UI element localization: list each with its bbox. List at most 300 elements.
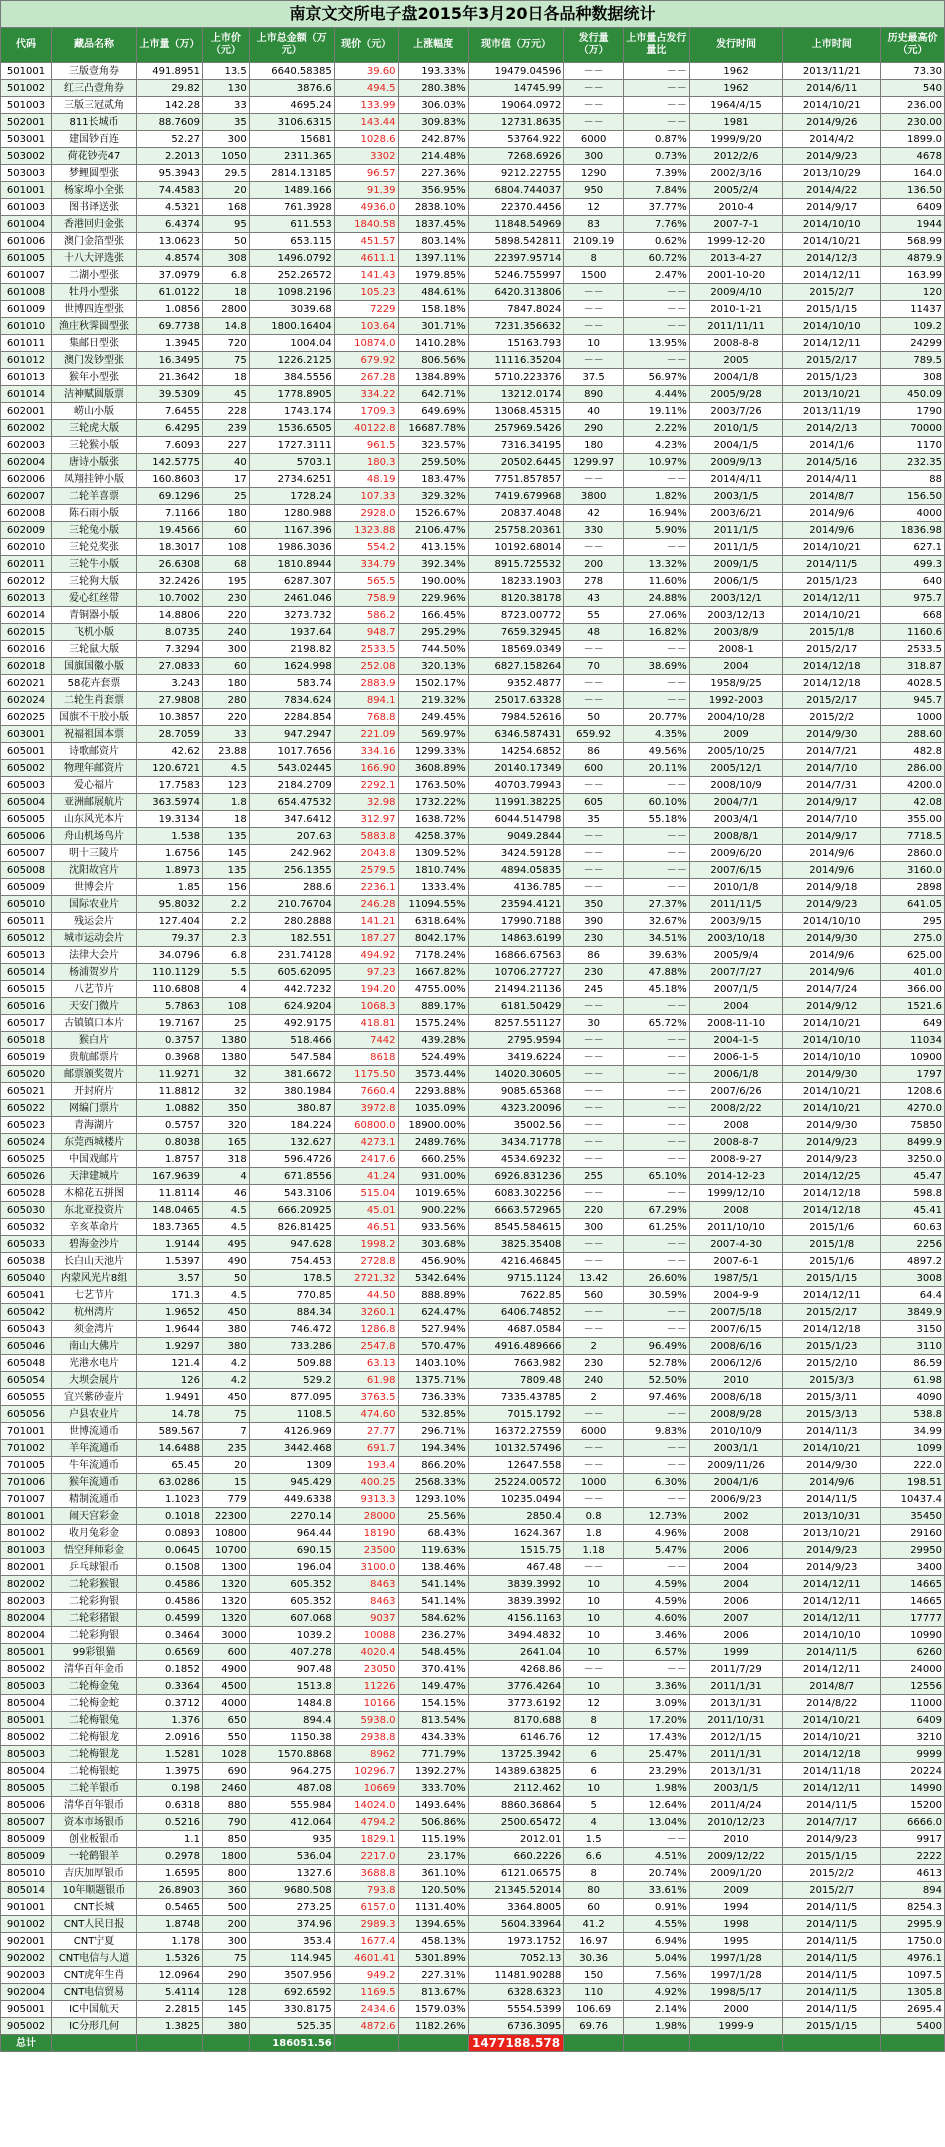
table-cell: 11226	[334, 1678, 398, 1695]
table-cell: 25	[202, 1015, 249, 1032]
table-cell: 110.6808	[137, 981, 203, 998]
total-empty	[689, 2035, 783, 2052]
table-cell: 1099	[881, 1440, 945, 1457]
table-cell: 308	[202, 250, 249, 267]
table-row	[1, 1423, 945, 1440]
table-cell: 518.466	[249, 1032, 334, 1049]
table-cell: 605042	[1, 1304, 52, 1321]
table-cell: 4	[564, 1814, 624, 1831]
table-cell: 4.44%	[623, 386, 689, 403]
table-cell: 601013	[1, 369, 52, 386]
table-cell: 350	[564, 896, 624, 913]
table-cell: 0.1508	[137, 1559, 203, 1576]
table-cell: 945.429	[249, 1474, 334, 1491]
table-cell: 1.98%	[623, 1780, 689, 1797]
table-cell: 7.76%	[623, 216, 689, 233]
table-cell: 494.92	[334, 947, 398, 964]
table-cell: 悟空拜师彩金	[52, 1542, 137, 1559]
table-cell: 9.83%	[623, 1423, 689, 1440]
table-cell: 27.06%	[623, 607, 689, 624]
table-cell: 130	[202, 80, 249, 97]
table-cell: 1392.27%	[398, 1763, 468, 1780]
table-cell: 605015	[1, 981, 52, 998]
table-cell: 22370.4456	[468, 199, 564, 216]
table-cell: 950	[564, 182, 624, 199]
table-cell: 2015/1/8	[783, 1236, 881, 1253]
table-cell: 771.79%	[398, 1746, 468, 1763]
table-cell: 1169.5	[334, 1984, 398, 2001]
table-cell: 26.8903	[137, 1882, 203, 1899]
table-cell: 3876.6	[249, 80, 334, 97]
table-cell: 64.4	[881, 1287, 945, 1304]
table-cell: 8962	[334, 1746, 398, 1763]
table-cell: 37.0979	[137, 267, 203, 284]
table-cell: 16.82%	[623, 624, 689, 641]
table-cell: －－	[564, 641, 624, 658]
table-cell: 3.46%	[623, 1627, 689, 1644]
table-cell: 须金湾片	[52, 1321, 137, 1338]
table-cell: 4534.69232	[468, 1151, 564, 1168]
table-cell: 陈石雨小版	[52, 505, 137, 522]
table-cell: 2003/8/9	[689, 624, 783, 641]
table-cell: 754.453	[249, 1253, 334, 1270]
table-row	[1, 1338, 945, 1355]
table-cell: 1300	[202, 1559, 249, 1576]
table-cell: 2814.13185	[249, 165, 334, 182]
table-cell: 2014/6/11	[783, 80, 881, 97]
table-cell: 230	[564, 930, 624, 947]
table-cell: 158.18%	[398, 301, 468, 318]
table-cell: 7442	[334, 1032, 398, 1049]
table-cell: 746.472	[249, 1321, 334, 1338]
table-cell: 香港回归金张	[52, 216, 137, 233]
table-cell: 2014/9/30	[783, 1457, 881, 1474]
table-row	[1, 896, 945, 913]
table-cell: 物理年邮资片	[52, 760, 137, 777]
table-cell: 6804.744037	[468, 182, 564, 199]
table-cell: 2005/9/28	[689, 386, 783, 403]
table-row	[1, 403, 945, 420]
table-cell: 451.57	[334, 233, 398, 250]
table-cell: 17	[202, 471, 249, 488]
table-cell: 434.33%	[398, 1729, 468, 1746]
table-cell: 605.62095	[249, 964, 334, 981]
table-cell: 2015/2/10	[783, 1355, 881, 1372]
table-cell: 10669	[334, 1780, 398, 1797]
table-cell: 2014/10/21	[783, 233, 881, 250]
table-row	[1, 1066, 945, 1083]
table-cell: 275.0	[881, 930, 945, 947]
table-cell: 8	[564, 250, 624, 267]
table-cell: 120.50%	[398, 1882, 468, 1899]
table-cell: 2005/9/4	[689, 947, 783, 964]
table-row	[1, 505, 945, 522]
table-cell: 3763.5	[334, 1389, 398, 1406]
table-cell: 1000	[881, 709, 945, 726]
table-cell: 458.13%	[398, 1933, 468, 1950]
table-cell: 194.20	[334, 981, 398, 998]
table-cell: 602007	[1, 488, 52, 505]
table-cell: 2015/1/23	[783, 573, 881, 590]
table-cell: 495	[202, 1236, 249, 1253]
table-cell: 8860.36864	[468, 1797, 564, 1814]
table-cell: 8723.00772	[468, 607, 564, 624]
table-row	[1, 420, 945, 437]
table-cell: －－	[564, 1117, 624, 1134]
table-cell: 641.05	[881, 896, 945, 913]
table-cell: 1979.85%	[398, 267, 468, 284]
table-cell: 1513.8	[249, 1678, 334, 1695]
table-cell: 267.28	[334, 369, 398, 386]
table-cell: －－	[564, 1134, 624, 1151]
table-cell: 10	[564, 1678, 624, 1695]
table-cell: 866.20%	[398, 1457, 468, 1474]
table-cell: 2014/12/18	[783, 1185, 881, 1202]
table-cell: 8545.584615	[468, 1219, 564, 1236]
table-cell: 2014/9/6	[783, 522, 881, 539]
table-cell: 605001	[1, 743, 52, 760]
table-cell: 28000	[334, 1508, 398, 1525]
table-cell: 1998	[689, 1916, 783, 1933]
table-cell: 2292.1	[334, 777, 398, 794]
table-row	[1, 641, 945, 658]
table-row	[1, 862, 945, 879]
table-cell: 17.43%	[623, 1729, 689, 1746]
table-cell: 543.02445	[249, 760, 334, 777]
table-cell: 1778.8905	[249, 386, 334, 403]
table-cell: －－	[623, 1661, 689, 1678]
table-cell: 0.3968	[137, 1049, 203, 1066]
table-row	[1, 1287, 945, 1304]
table-cell: 330	[564, 522, 624, 539]
table-cell: CNT人民日报	[52, 1916, 137, 1933]
table-cell: 605018	[1, 1032, 52, 1049]
table-cell: －－	[623, 1457, 689, 1474]
table-cell: 1.5397	[137, 1253, 203, 1270]
table-cell: 1333.4%	[398, 879, 468, 896]
table-cell: 5.4114	[137, 1984, 203, 2001]
table-cell: 2015/2/17	[783, 692, 881, 709]
table-cell: －－	[623, 80, 689, 97]
table-cell: 7.6455	[137, 403, 203, 420]
table-cell: 二轮梅金兔	[52, 1678, 137, 1695]
table-cell: 536.04	[249, 1848, 334, 1865]
table-row	[1, 114, 945, 131]
table-cell: 17.20%	[623, 1712, 689, 1729]
table-cell: 2014/9/23	[783, 896, 881, 913]
table-row	[1, 1814, 945, 1831]
table-cell: 凤翔挂钟小版	[52, 471, 137, 488]
table-cell: 280	[202, 692, 249, 709]
table-cell: 3302	[334, 148, 398, 165]
table-cell: 4601.41	[334, 1950, 398, 1967]
table-cell: 7718.5	[881, 828, 945, 845]
table-cell: 2014/11/18	[783, 1763, 881, 1780]
table-cell: 天安门微片	[52, 998, 137, 1015]
table-cell: 902004	[1, 1984, 52, 2001]
table-cell: 602024	[1, 692, 52, 709]
table-cell: 2860.0	[881, 845, 945, 862]
table-cell: 4.59%	[623, 1576, 689, 1593]
table-cell: 2695.4	[881, 2001, 945, 2018]
table-cell: 132.627	[249, 1134, 334, 1151]
table-cell: 18.3017	[137, 539, 203, 556]
table-row	[1, 675, 945, 692]
table-cell: 329.32%	[398, 488, 468, 505]
table-cell: 194.34%	[398, 1440, 468, 1457]
table-cell: 7015.1792	[468, 1406, 564, 1423]
table-cell: 330.8175	[249, 2001, 334, 2018]
table-cell: 2222	[881, 1848, 945, 1865]
table-row	[1, 743, 945, 760]
table-cell: 3419.6224	[468, 1049, 564, 1066]
table-cell: 210.76704	[249, 896, 334, 913]
table-cell: 390	[564, 913, 624, 930]
table-cell: 4611.1	[334, 250, 398, 267]
table-cell: －－	[564, 1440, 624, 1457]
table-cell: 18	[202, 811, 249, 828]
table-cell: 3800	[564, 488, 624, 505]
table-cell: 6827.158264	[468, 658, 564, 675]
table-row	[1, 1525, 945, 1542]
table-cell: 6346.587431	[468, 726, 564, 743]
table-cell: 961.5	[334, 437, 398, 454]
table-row	[1, 981, 945, 998]
table-cell: －－	[564, 1066, 624, 1083]
table-cell: 2014/9/23	[783, 148, 881, 165]
table-cell: 二轮彩猴银	[52, 1576, 137, 1593]
table-cell: 1981	[689, 114, 783, 131]
table-cell: 605006	[1, 828, 52, 845]
table-cell: 805006	[1, 1797, 52, 1814]
table-cell: 0.8038	[137, 1134, 203, 1151]
table-cell: 2015/3/3	[783, 1372, 881, 1389]
table-cell: 602006	[1, 471, 52, 488]
table-cell: 602009	[1, 522, 52, 539]
table-cell: 19479.04596	[468, 63, 564, 80]
table-cell: 5883.8	[334, 828, 398, 845]
table-cell: 659.92	[564, 726, 624, 743]
table-cell: 2461.046	[249, 590, 334, 607]
table-cell: 1019.65%	[398, 1185, 468, 1202]
table-cell: 残运会片	[52, 913, 137, 930]
table-cell: 1309.52%	[398, 845, 468, 862]
table-cell: 21345.52014	[468, 1882, 564, 1899]
table-cell: 5246.755997	[468, 267, 564, 284]
table-cell: 三轮猴小版	[52, 437, 137, 454]
table-cell: 583.74	[249, 675, 334, 692]
table-cell: 2014/4/22	[783, 182, 881, 199]
table-cell: 7660.4	[334, 1083, 398, 1100]
table-cell: 290	[564, 420, 624, 437]
table-cell: 35	[564, 811, 624, 828]
table-cell: 2012/1/15	[689, 1729, 783, 1746]
table-cell: 12	[564, 1695, 624, 1712]
table-cell: 4894.05835	[468, 862, 564, 879]
table-cell: 47.88%	[623, 964, 689, 981]
table-cell: 0.3757	[137, 1032, 203, 1049]
table-cell: －－	[564, 97, 624, 114]
table-cell: 4897.2	[881, 1253, 945, 1270]
table-cell: 3773.6192	[468, 1695, 564, 1712]
table-cell: 16372.27559	[468, 1423, 564, 1440]
table-cell: －－	[564, 1049, 624, 1066]
table-cell: 2014/7/10	[783, 811, 881, 828]
table-cell: 2010/10/9	[689, 1423, 783, 1440]
table-cell: 2.14%	[623, 2001, 689, 2018]
table-cell: 239	[202, 420, 249, 437]
table-cell: 6146.76	[468, 1729, 564, 1746]
table-cell: 吉庆加厚银币	[52, 1865, 137, 1882]
table-cell: 1999	[689, 1644, 783, 1661]
table-cell: 4000	[881, 505, 945, 522]
table-cell: 805002	[1, 1661, 52, 1678]
table-cell: 605048	[1, 1355, 52, 1372]
table-cell: 2009/1/5	[689, 556, 783, 573]
table-cell: 601012	[1, 352, 52, 369]
table-cell: 280.2888	[249, 913, 334, 930]
table-cell: 1709.3	[334, 403, 398, 420]
table-cell: －－	[623, 318, 689, 335]
table-cell: 2006/1/5	[689, 573, 783, 590]
table-cell: 318.87	[881, 658, 945, 675]
table-row	[1, 1661, 945, 1678]
table-cell: 18	[202, 369, 249, 386]
table-cell: 6.30%	[623, 1474, 689, 1491]
table-cell: 20140.17349	[468, 760, 564, 777]
table-cell: 401.0	[881, 964, 945, 981]
table-cell: 805003	[1, 1746, 52, 1763]
table-cell: 300	[202, 131, 249, 148]
table-cell: 2014/9/26	[783, 114, 881, 131]
table-cell: 154.15%	[398, 1695, 468, 1712]
table-cell: 二轮梅银龙	[52, 1746, 137, 1763]
table-cell: －－	[623, 284, 689, 301]
total-empty	[623, 2035, 689, 2052]
table-cell: 605012	[1, 930, 52, 947]
table-cell: 83	[564, 216, 624, 233]
table-cell: 猴年流通币	[52, 1474, 137, 1491]
table-row	[1, 794, 945, 811]
table-cell: 3573.44%	[398, 1066, 468, 1083]
table-cell: 0.0645	[137, 1542, 203, 1559]
table-cell: －－	[623, 1066, 689, 1083]
table-cell: 1.0882	[137, 1100, 203, 1117]
table-cell: 793.8	[334, 1882, 398, 1899]
table-cell: 5.90%	[623, 522, 689, 539]
table-cell: 196.04	[249, 1559, 334, 1576]
table-cell: 2.0916	[137, 1729, 203, 1746]
table-cell: 366.00	[881, 981, 945, 998]
table-cell: 19064.0972	[468, 97, 564, 114]
table-cell: 4.8574	[137, 250, 203, 267]
table-cell: 1028	[202, 1746, 249, 1763]
table-cell: 2011/1/31	[689, 1678, 783, 1695]
table-row	[1, 1610, 945, 1627]
table-cell: 60	[564, 1899, 624, 1916]
table-cell: 14665	[881, 1576, 945, 1593]
table-cell: 5554.5399	[468, 2001, 564, 2018]
table-cell: －－	[623, 675, 689, 692]
table-cell: 2014/10/10	[783, 1049, 881, 1066]
table-cell: 35	[202, 114, 249, 131]
table-cell: 46.51	[334, 1219, 398, 1236]
table-cell: 1208.6	[881, 1083, 945, 1100]
table-cell: 2003/1/5	[689, 1780, 783, 1797]
table-cell: 70	[564, 658, 624, 675]
table-cell: 586.2	[334, 607, 398, 624]
table-cell: 11.60%	[623, 573, 689, 590]
table-cell: 286.00	[881, 760, 945, 777]
table-cell: 0.198	[137, 1780, 203, 1797]
header-row	[1, 28, 945, 63]
table-cell: 诗歌邮资片	[52, 743, 137, 760]
table-cell: 2014/12/25	[783, 1168, 881, 1185]
table-cell: 671.8556	[249, 1168, 334, 1185]
table-cell: 515.04	[334, 1185, 398, 1202]
table-cell: 589.567	[137, 1423, 203, 1440]
table-cell: 166.90	[334, 760, 398, 777]
table-cell: 1.98%	[623, 2018, 689, 2035]
table-cell: 22300	[202, 1508, 249, 1525]
table-cell: 45.47	[881, 1168, 945, 1185]
table-cell: 1098.2196	[249, 284, 334, 301]
table-cell: 605.352	[249, 1576, 334, 1593]
table-cell: 1380	[202, 1032, 249, 1049]
table-cell: 110	[564, 1984, 624, 2001]
table-row	[1, 97, 945, 114]
table-cell: 9715.1124	[468, 1270, 564, 1287]
table-cell: 945.7	[881, 692, 945, 709]
table-cell: 165	[202, 1134, 249, 1151]
table-cell: 370.41%	[398, 1661, 468, 1678]
column-header: 代码	[1, 28, 52, 63]
table-cell: 474.60	[334, 1406, 398, 1423]
table-cell: 16687.78%	[398, 420, 468, 437]
table-cell: 图书译送张	[52, 199, 137, 216]
table-cell: 16866.67563	[468, 947, 564, 964]
table-cell: 42.08	[881, 794, 945, 811]
table-cell: 2007/1/5	[689, 981, 783, 998]
table-row	[1, 352, 945, 369]
table-cell: 360	[202, 1882, 249, 1899]
table-cell: 353.4	[249, 1933, 334, 1950]
table-cell: 320.13%	[398, 658, 468, 675]
table-cell: 654.47532	[249, 794, 334, 811]
table-cell: 2008-11-10	[689, 1015, 783, 1032]
table-cell: 525.35	[249, 2018, 334, 2035]
table-cell: 3839.3992	[468, 1593, 564, 1610]
table-cell: 45.01	[334, 1202, 398, 1219]
table-cell: 10800	[202, 1525, 249, 1542]
table-cell: －－	[564, 318, 624, 335]
table-cell: 334.22	[334, 386, 398, 403]
table-cell: 澳门金箔型张	[52, 233, 137, 250]
table-cell: 4.96%	[623, 1525, 689, 1542]
table-cell: 创业板银币	[52, 1831, 137, 1848]
table-row	[1, 726, 945, 743]
table-cell: 沈阳故宫片	[52, 862, 137, 879]
table-cell: 492.9175	[249, 1015, 334, 1032]
table-cell: －－	[623, 1406, 689, 1423]
table-cell: 236.27%	[398, 1627, 468, 1644]
total-empty	[564, 2035, 624, 2052]
table-cell: －－	[564, 539, 624, 556]
table-cell: 363.5974	[137, 794, 203, 811]
table-cell: 80	[564, 1882, 624, 1899]
table-cell: 805005	[1, 1780, 52, 1797]
table-cell: 14020.30605	[468, 1066, 564, 1083]
